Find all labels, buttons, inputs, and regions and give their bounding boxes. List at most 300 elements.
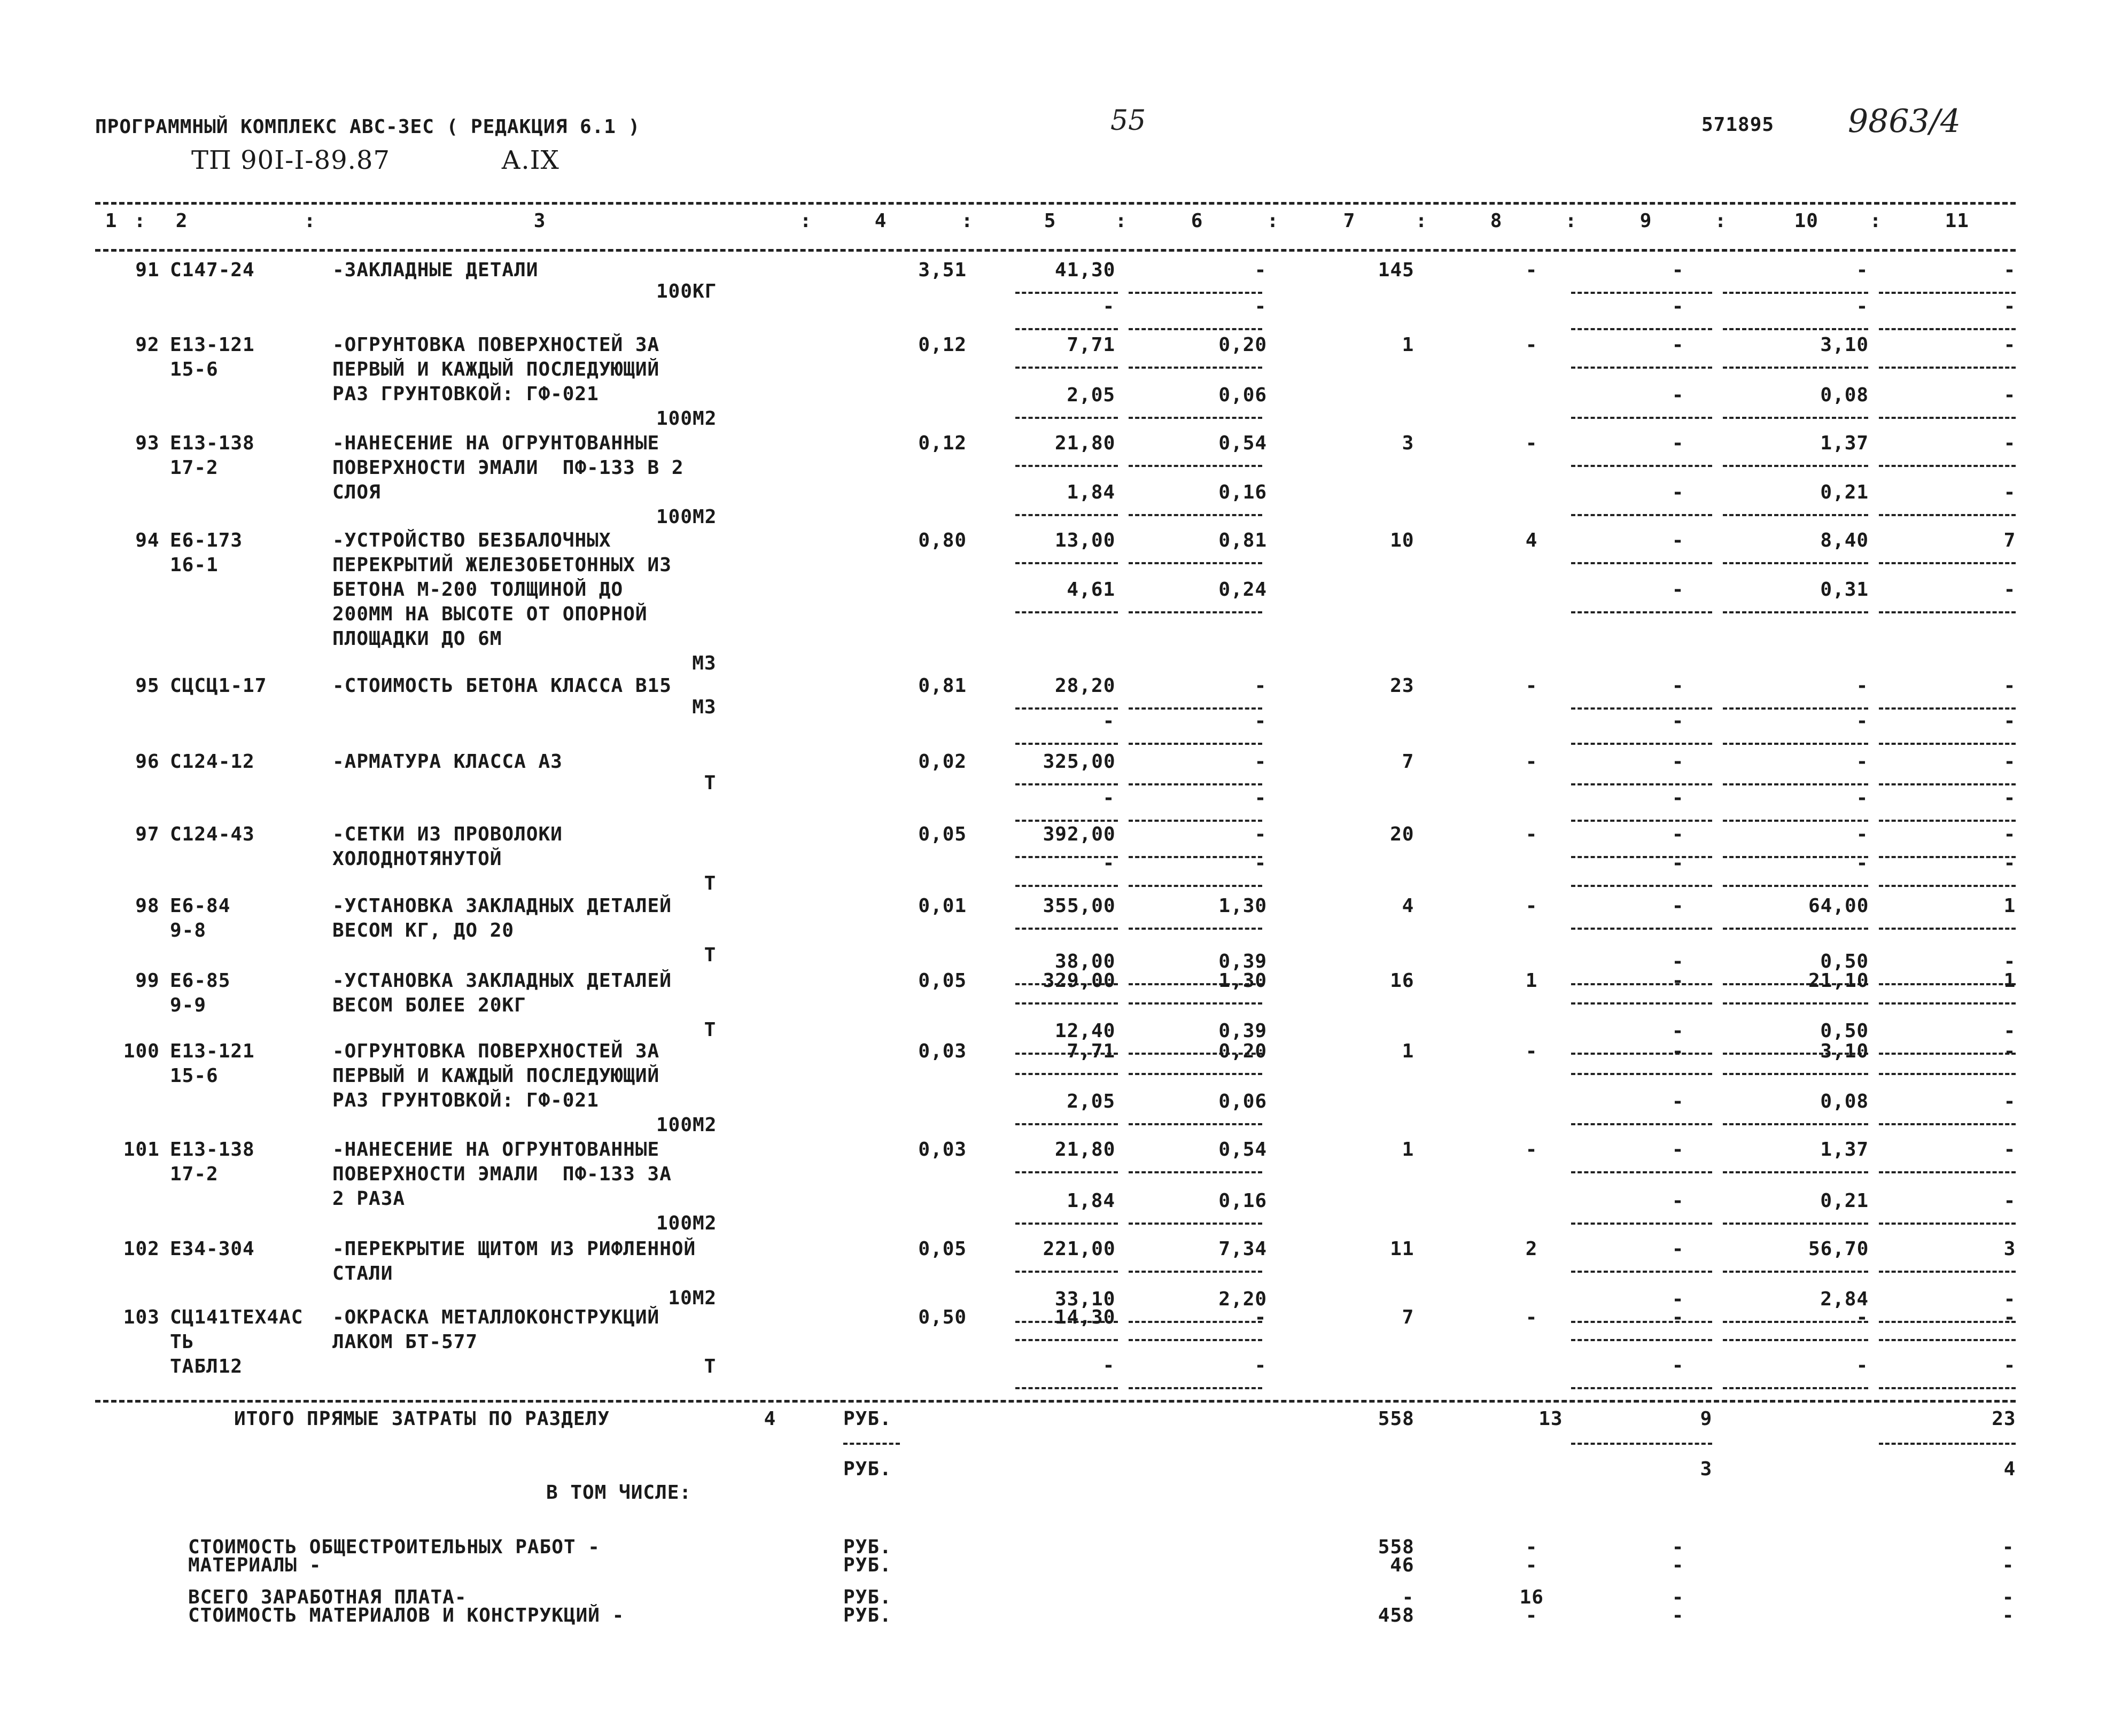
row-sub-rule: [1879, 1339, 2016, 1341]
row-code: Е6-84: [170, 895, 231, 917]
row-machines-sub: -: [1672, 1190, 1684, 1212]
row-labor: 1,37: [1820, 1139, 1869, 1161]
row-sub-rule: [1879, 820, 2016, 822]
row-sub-rule: [1879, 1171, 2016, 1173]
row-sub-rule: [1571, 928, 1712, 930]
row-total: 7: [1402, 751, 1414, 773]
totals-labor: 23: [1992, 1408, 2016, 1430]
column-separator: :: [961, 210, 974, 232]
row-machines: -: [1672, 970, 1684, 992]
row-sub-rule: [1571, 1387, 1712, 1389]
row-machines: -: [1672, 432, 1684, 454]
row-description: СЛОЯ: [332, 481, 381, 503]
row-code: 15-6: [170, 1065, 219, 1087]
row-sub-rule: [1015, 465, 1118, 467]
row-wage-sub: -: [1254, 295, 1267, 317]
row-code: С147-24: [170, 259, 255, 281]
row-wage-sub: -: [1254, 710, 1267, 732]
row-labor-total-sub: -: [2003, 1354, 2016, 1376]
row-price-sub: -: [1102, 1354, 1115, 1376]
row-sub-rule: [1723, 1223, 1868, 1225]
row-wage: -: [1254, 259, 1267, 281]
row-labor: -: [1856, 751, 1869, 773]
row-machines: -: [1672, 675, 1684, 697]
row-sub-rule: [1571, 783, 1712, 785]
row-wage-total: 2: [1525, 1238, 1538, 1260]
row-labor-sub: 0,31: [1820, 579, 1869, 601]
row-price-sub: 33,10: [1055, 1288, 1116, 1310]
row-labor-total-sub: -: [2003, 1288, 2016, 1310]
row-description: ХОЛОДНОТЯНУТОЙ: [332, 848, 502, 870]
row-sub-rule: [1879, 1321, 2016, 1323]
row-sub-rule: [1015, 783, 1118, 785]
row-norm: 0,81: [918, 675, 967, 697]
row-sub-rule: [1879, 417, 2016, 419]
column-separator: :: [1115, 210, 1128, 232]
row-code: 9-9: [170, 994, 207, 1016]
project-code: ТП 90I-I-89.87: [191, 145, 390, 175]
row-number: 95: [135, 675, 160, 697]
row-sub-rule: [1571, 465, 1712, 467]
row-sub-rule: [1015, 1339, 1118, 1341]
row-sub-rule: [1129, 514, 1262, 516]
row-description: РАЗ ГРУНТОВКОЙ: ГФ-021: [332, 1089, 599, 1111]
row-wage-sub: 0,39: [1218, 1020, 1268, 1042]
column-separator: :: [1415, 210, 1428, 232]
row-labor-total-sub: -: [2003, 787, 2016, 809]
column-header-10: 10: [1794, 210, 1818, 232]
row-machines: -: [1672, 823, 1684, 845]
column-header-8: 8: [1490, 210, 1503, 232]
row-description: ПЕРВЫЙ И КАЖДЫЙ ПОСЛЕДУЮЩИЙ: [332, 1065, 660, 1087]
row-machines-sub: -: [1672, 579, 1684, 601]
row-machines: -: [1672, 751, 1684, 773]
row-description: -ЗАКЛАДНЫЕ ДЕТАЛИ: [332, 259, 539, 281]
row-sub-rule: [1015, 885, 1118, 887]
totals-wage: 13: [1538, 1408, 1563, 1430]
summary-wage: 16: [1519, 1586, 1544, 1608]
row-machines-sub: -: [1672, 787, 1684, 809]
row-labor-total-sub: -: [2003, 481, 2016, 503]
row-wage: -: [1254, 1306, 1267, 1328]
row-labor-total-sub: -: [2003, 384, 2016, 406]
table-top-rule: [95, 202, 2016, 205]
summary-rub: РУБ.: [843, 1605, 892, 1626]
row-code: Е6-173: [170, 530, 243, 551]
row-total: 23: [1390, 675, 1414, 697]
row-machines: -: [1672, 1238, 1684, 1260]
row-labor-total-sub: -: [2003, 852, 2016, 874]
row-wage: 1,30: [1218, 895, 1268, 917]
row-machines-sub: -: [1672, 951, 1684, 972]
row-sub-rule: [1015, 1171, 1118, 1173]
row-sub-rule: [1015, 707, 1118, 710]
row-labor-sub: -: [1856, 710, 1869, 732]
row-labor-sub: -: [1856, 787, 1869, 809]
row-price: 221,00: [1043, 1238, 1116, 1260]
row-norm: 0,05: [918, 1238, 967, 1260]
row-price: 13,00: [1055, 530, 1116, 551]
row-code: СЦ141ТЕХ4АС: [170, 1306, 304, 1328]
row-sub-rule: [1129, 465, 1262, 467]
row-price: 14,30: [1055, 1306, 1116, 1328]
row-total: 16: [1390, 970, 1414, 992]
row-sub-rule: [1723, 367, 1868, 369]
row-norm: 0,80: [918, 530, 967, 551]
row-norm: 0,12: [918, 432, 967, 454]
row-wage: 0,20: [1218, 1040, 1268, 1062]
row-sub-rule: [1571, 562, 1712, 564]
row-sub-rule: [1129, 1171, 1262, 1173]
summary-machines: -: [1672, 1605, 1684, 1626]
row-unit: Т: [704, 944, 717, 966]
row-sub-rule: [1129, 367, 1262, 369]
row-wage: 0,81: [1218, 530, 1268, 551]
column-header-7: 7: [1343, 210, 1356, 232]
summary-labor: -: [2002, 1586, 2015, 1608]
row-sub-rule: [1015, 611, 1118, 613]
row-sub-rule: [1879, 1223, 2016, 1225]
row-sub-rule: [1723, 292, 1868, 294]
row-price: 21,80: [1055, 432, 1116, 454]
row-sub-rule: [1723, 611, 1868, 613]
row-code: Е13-121: [170, 1040, 255, 1062]
row-number: 99: [135, 970, 160, 992]
row-sub-rule: [1129, 1123, 1262, 1125]
row-labor-sub: 0,50: [1820, 951, 1869, 972]
summary-total: -: [1402, 1586, 1414, 1608]
row-labor-total-sub: -: [2003, 1091, 2016, 1112]
row-norm: 0,05: [918, 823, 967, 845]
totals-labor-sub: 4: [2003, 1458, 2016, 1480]
summary-labor: -: [2002, 1554, 2015, 1576]
summary-rub: РУБ.: [843, 1536, 892, 1558]
row-total: 10: [1390, 530, 1414, 551]
row-sub-rule: [1571, 292, 1712, 294]
row-wage: 1,30: [1218, 970, 1268, 992]
row-sub-rule: [1879, 1271, 2016, 1273]
row-wage-total: -: [1525, 334, 1538, 356]
totals-machines: 9: [1700, 1408, 1713, 1430]
row-sub-rule: [1129, 1223, 1262, 1225]
row-price-sub: 2,05: [1067, 1091, 1116, 1112]
row-sub-rule: [1015, 367, 1118, 369]
row-sub-rule: [1571, 856, 1712, 858]
row-labor-total-sub: -: [2003, 295, 2016, 317]
row-price-sub: -: [1102, 787, 1115, 809]
row-sub-rule: [1015, 292, 1118, 294]
row-labor: -: [1856, 675, 1869, 697]
row-price-sub: -: [1102, 295, 1115, 317]
row-sub-rule: [1723, 1171, 1868, 1173]
row-total: 145: [1378, 259, 1414, 281]
row-total: 11: [1390, 1238, 1414, 1260]
row-price-sub: 12,40: [1055, 1020, 1116, 1042]
row-sub-rule: [1015, 928, 1118, 930]
row-sub-rule: [1571, 1002, 1712, 1005]
row-sub-rule: [1015, 1223, 1118, 1225]
row-sub-rule: [1723, 1002, 1868, 1005]
row-price: 21,80: [1055, 1139, 1116, 1161]
row-sub-rule: [1571, 1271, 1712, 1273]
row-wage-total: -: [1525, 823, 1538, 845]
row-description: ПЛОЩАДКИ ДО 6М: [332, 628, 502, 650]
row-code: СЦСЦ1-17: [170, 675, 267, 697]
row-sub-rule: [1129, 417, 1262, 419]
row-sub-rule: [1015, 514, 1118, 516]
row-code: Е34-304: [170, 1238, 255, 1260]
row-code: 16-1: [170, 554, 219, 576]
row-wage-sub: 2,20: [1218, 1288, 1268, 1310]
row-sub-rule: [1723, 417, 1868, 419]
column-header-9: 9: [1639, 210, 1652, 232]
summary-labor: -: [2002, 1605, 2015, 1626]
row-sub-rule: [1879, 983, 2016, 985]
row-price: 355,00: [1043, 895, 1116, 917]
row-sub-rule: [1879, 1123, 2016, 1125]
row-description: ПЕРЕКРЫТИЙ ЖЕЛЕЗОБЕТОННЫХ ИЗ: [332, 554, 672, 576]
column-header-3: 3: [533, 210, 546, 232]
row-norm: 0,02: [918, 751, 967, 773]
row-wage-sub: 0,16: [1218, 1190, 1268, 1212]
row-sub-rule: [1571, 820, 1712, 822]
row-wage-sub: 0,24: [1218, 579, 1268, 601]
row-price-sub: 1,84: [1067, 1190, 1116, 1212]
row-number: 93: [135, 432, 160, 454]
row-wage-sub: 0,39: [1218, 951, 1268, 972]
row-norm: 0,12: [918, 334, 967, 356]
row-labor-total: -: [2003, 1139, 2016, 1161]
column-header-5: 5: [1044, 210, 1056, 232]
row-machines-sub: -: [1672, 1020, 1684, 1042]
row-unit: 10М2: [668, 1287, 717, 1309]
row-machines-sub: -: [1672, 384, 1684, 406]
row-sub-rule: [1879, 1387, 2016, 1389]
row-sub-rule: [1129, 707, 1262, 710]
column-separator: :: [1266, 210, 1279, 232]
row-sub-rule: [1571, 707, 1712, 710]
row-unit: М3: [692, 696, 717, 718]
summary-wage: -: [1525, 1536, 1538, 1558]
row-description: -УСТАНОВКА ЗАКЛАДНЫХ ДЕТАЛЕЙ: [332, 970, 672, 992]
row-sub-rule: [1129, 562, 1262, 564]
row-sub-rule: [1129, 1321, 1262, 1323]
row-labor: 3,10: [1820, 334, 1869, 356]
summary-machines: -: [1672, 1586, 1684, 1608]
summary-labor: -: [2002, 1536, 2015, 1558]
row-labor-sub: -: [1856, 295, 1869, 317]
row-sub-rule: [1723, 514, 1868, 516]
row-sub-rule: [1129, 783, 1262, 785]
doc-code: 571895: [1701, 114, 1775, 136]
row-labor-sub: -: [1856, 852, 1869, 874]
summary-rub: РУБ.: [843, 1554, 892, 1576]
summary-label: ВСЕГО ЗАРАБОТНАЯ ПЛАТА-: [188, 1586, 467, 1608]
row-price: 7,71: [1067, 1040, 1116, 1062]
row-code: С124-43: [170, 823, 255, 845]
row-code: Е6-85: [170, 970, 231, 992]
row-sub-rule: [1015, 1387, 1118, 1389]
summary-total: 458: [1378, 1605, 1414, 1626]
row-sub-rule: [1571, 1171, 1712, 1173]
row-labor: 8,40: [1820, 530, 1869, 551]
row-total: 1: [1402, 334, 1414, 356]
row-code: 9-8: [170, 920, 207, 941]
row-description: ПОВЕРХНОСТИ ЭМАЛИ ПФ-133 ЗА: [332, 1163, 672, 1185]
row-sub-rule: [1879, 514, 2016, 516]
row-sub-rule: [1723, 1321, 1868, 1323]
row-labor-total: 1: [2003, 895, 2016, 917]
row-sub-rule: [1879, 1002, 2016, 1005]
row-sub-rule: [1723, 783, 1868, 785]
row-sub-rule: [1015, 820, 1118, 822]
row-sub-rule: [1723, 465, 1868, 467]
row-sub-rule: [1129, 1387, 1262, 1389]
row-wage: -: [1254, 751, 1267, 773]
row-sub-rule: [1879, 928, 2016, 930]
row-labor-sub: 0,21: [1820, 1190, 1869, 1212]
row-unit: 100КГ: [656, 281, 717, 302]
row-code: 15-6: [170, 359, 219, 380]
row-unit: 100М2: [656, 1114, 717, 1136]
row-description: -АРМАТУРА КЛАССА А3: [332, 751, 563, 773]
summary-total: 558: [1378, 1536, 1414, 1558]
row-description: -СТОИМОСТЬ БЕТОНА КЛАССА В15: [332, 675, 672, 697]
column-separator: :: [1565, 210, 1577, 232]
row-labor: -: [1856, 259, 1869, 281]
row-sub-rule: [1723, 928, 1868, 930]
row-labor-total: -: [2003, 432, 2016, 454]
column-separator: :: [304, 210, 316, 232]
row-sub-rule: [1129, 885, 1262, 887]
row-norm: 0,05: [918, 970, 967, 992]
row-labor-sub: 2,84: [1820, 1288, 1869, 1310]
totals-label: ИТОГО ПРЯМЫЕ ЗАТРАТЫ ПО РАЗДЕЛУ: [234, 1408, 610, 1430]
row-sub-rule: [1015, 743, 1118, 745]
row-total: 3: [1402, 432, 1414, 454]
row-labor-total: 3: [2003, 1238, 2016, 1260]
row-unit: 100М2: [656, 506, 717, 528]
row-machines: -: [1672, 259, 1684, 281]
row-number: 101: [123, 1139, 160, 1161]
row-sub-rule: [1879, 885, 2016, 887]
summary-machines: -: [1672, 1554, 1684, 1576]
row-sub-rule: [1723, 1073, 1868, 1075]
row-wage: -: [1254, 675, 1267, 697]
totals-sub-rule: [1571, 1443, 1712, 1445]
column-header-4: 4: [874, 210, 887, 232]
row-description: -ОКРАСКА МЕТАЛЛОКОНСТРУКЦИЙ: [332, 1306, 660, 1328]
row-wage: 7,34: [1218, 1238, 1268, 1260]
row-sub-rule: [1129, 328, 1262, 330]
row-sub-rule: [1879, 611, 2016, 613]
row-sub-rule: [1571, 1223, 1712, 1225]
row-price-sub: 38,00: [1055, 951, 1116, 972]
summary-machines: -: [1672, 1536, 1684, 1558]
row-labor: 3,10: [1820, 1040, 1869, 1062]
row-labor-total: -: [2003, 1306, 2016, 1328]
row-sub-rule: [1129, 1271, 1262, 1273]
row-code: 17-2: [170, 1163, 219, 1185]
row-labor-sub: 0,21: [1820, 481, 1869, 503]
row-number: 91: [135, 259, 160, 281]
row-price: 7,71: [1067, 334, 1116, 356]
row-code: Е13-121: [170, 334, 255, 356]
row-labor-total-sub: -: [2003, 1190, 2016, 1212]
row-sub-rule: [1723, 707, 1868, 710]
row-labor-total: 1: [2003, 970, 2016, 992]
row-norm: 0,03: [918, 1040, 967, 1062]
row-labor: 1,37: [1820, 432, 1869, 454]
row-sub-rule: [1015, 1123, 1118, 1125]
row-description: -НАНЕСЕНИЕ НА ОГРУНТОВАННЫЕ: [332, 1139, 660, 1161]
row-labor-total-sub: -: [2003, 710, 2016, 732]
summary-wage: -: [1525, 1554, 1538, 1576]
page-number: 55: [1110, 105, 1146, 137]
row-labor-total: -: [2003, 1040, 2016, 1062]
row-labor-total: -: [2003, 334, 2016, 356]
row-description: -ПЕРЕКРЫТИЕ ЩИТОМ ИЗ РИФЛЕННОЙ: [332, 1238, 696, 1260]
row-labor: 21,10: [1808, 970, 1869, 992]
row-sub-rule: [1571, 328, 1712, 330]
row-number: 94: [135, 530, 160, 551]
row-price-sub: -: [1102, 710, 1115, 732]
row-code: 17-2: [170, 457, 219, 479]
column-header-6: 6: [1191, 210, 1203, 232]
row-description: ВЕСОМ КГ, ДО 20: [332, 920, 515, 941]
row-sub-rule: [1879, 292, 2016, 294]
row-sub-rule: [1571, 1339, 1712, 1341]
column-separator: :: [134, 210, 146, 232]
row-wage-total: -: [1525, 1306, 1538, 1328]
row-sub-rule: [1571, 1073, 1712, 1075]
row-sub-rule: [1879, 1053, 2016, 1055]
row-sub-rule: [1571, 1123, 1712, 1125]
row-norm: 3,51: [918, 259, 967, 281]
column-header-11: 11: [1945, 210, 1969, 232]
row-labor-total: -: [2003, 751, 2016, 773]
row-labor-sub: 0,08: [1820, 384, 1869, 406]
row-labor-sub: 0,08: [1820, 1091, 1869, 1112]
row-description: 2 РАЗА: [332, 1188, 406, 1210]
summary-total: 46: [1390, 1554, 1414, 1576]
row-price-sub: 4,61: [1067, 579, 1116, 601]
row-labor-total-sub: -: [2003, 951, 2016, 972]
row-sub-rule: [1723, 856, 1868, 858]
row-price-sub: 1,84: [1067, 481, 1116, 503]
row-unit: Т: [704, 1019, 717, 1041]
row-wage-sub: 0,16: [1218, 481, 1268, 503]
row-wage-total: -: [1525, 1139, 1538, 1161]
row-wage-total: -: [1525, 675, 1538, 697]
row-sub-rule: [1129, 820, 1262, 822]
row-description: ЛАКОМ БТ-577: [332, 1331, 478, 1353]
row-unit: Т: [704, 1356, 717, 1377]
row-labor-total: -: [2003, 675, 2016, 697]
row-machines: -: [1672, 1306, 1684, 1328]
row-description: ПЕРВЫЙ И КАЖДЫЙ ПОСЛЕДУЮЩИЙ: [332, 359, 660, 380]
row-wage-sub: 0,06: [1218, 1091, 1268, 1112]
row-sub-rule: [1015, 417, 1118, 419]
row-price-sub: 2,05: [1067, 384, 1116, 406]
row-sub-rule: [1571, 367, 1712, 369]
row-description: 200ММ НА ВЫСОТЕ ОТ ОПОРНОЙ: [332, 603, 648, 625]
row-wage-total: -: [1525, 432, 1538, 454]
row-description: -НАНЕСЕНИЕ НА ОГРУНТОВАННЫЕ: [332, 432, 660, 454]
summary-label: МАТЕРИАЛЫ -: [188, 1554, 322, 1576]
column-separator: :: [799, 210, 812, 232]
row-code: ТАБЛ12: [170, 1356, 243, 1377]
